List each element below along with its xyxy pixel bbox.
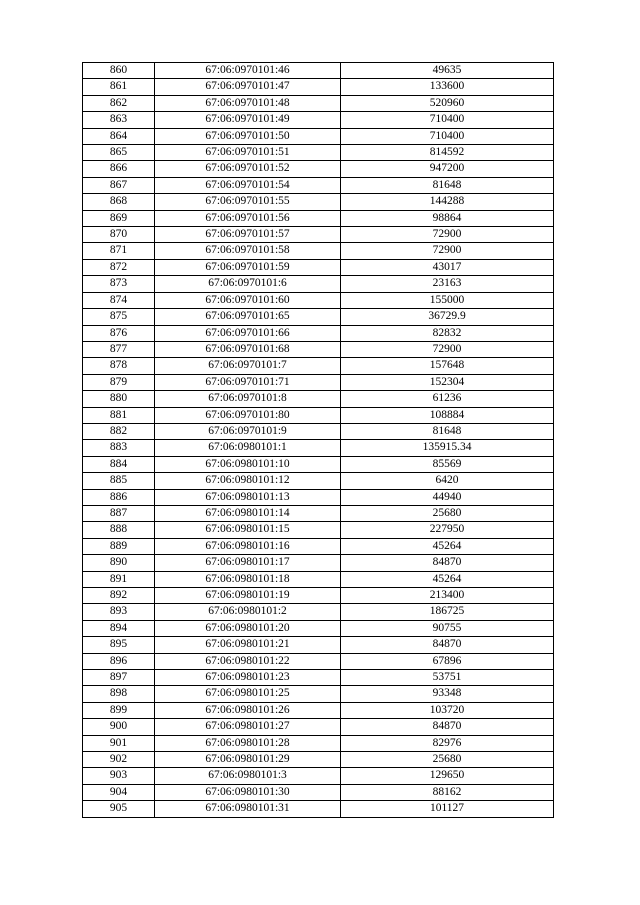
cadastral-number-cell: 67:06:0980101:29 [155, 752, 341, 768]
cadastral-value-cell: 135915.34 [341, 440, 554, 456]
cadastral-value-cell: 72900 [341, 227, 554, 243]
cadastral-value-cell: 227950 [341, 522, 554, 538]
cadastral-value-cell: 84870 [341, 555, 554, 571]
row-number-cell: 901 [83, 735, 155, 751]
row-number-cell: 873 [83, 276, 155, 292]
cadastral-number-cell: 67:06:0970101:6 [155, 276, 341, 292]
cadastral-number-cell: 67:06:0980101:30 [155, 784, 341, 800]
cadastral-number-cell: 67:06:0970101:7 [155, 358, 341, 374]
row-number-cell: 877 [83, 341, 155, 357]
row-number-cell: 870 [83, 227, 155, 243]
table-row [83, 440, 554, 456]
table-row [83, 604, 554, 620]
cadastral-number-cell: 67:06:0980101:1 [155, 440, 341, 456]
cadastral-number-cell: 67:06:0980101:20 [155, 620, 341, 636]
row-number-cell: 860 [83, 63, 155, 79]
row-number-cell: 893 [83, 604, 155, 620]
cadastral-value-cell: 61236 [341, 391, 554, 407]
cadastral-number-cell: 67:06:0980101:16 [155, 538, 341, 554]
cadastral-value-cell: 129650 [341, 768, 554, 784]
cadastral-value-cell: 25680 [341, 505, 554, 521]
table-row [83, 735, 554, 751]
cadastral-number-cell: 67:06:0980101:31 [155, 801, 341, 817]
cadastral-number-cell: 67:06:0980101:23 [155, 670, 341, 686]
cadastral-number-cell: 67:06:0980101:27 [155, 719, 341, 735]
table-row [83, 522, 554, 538]
table-row [83, 227, 554, 243]
cadastral-value-cell: 155000 [341, 292, 554, 308]
table-row [83, 259, 554, 275]
table-row [83, 620, 554, 636]
row-number-cell: 866 [83, 161, 155, 177]
cadastral-number-cell: 67:06:0970101:8 [155, 391, 341, 407]
cadastral-value-cell: 133600 [341, 79, 554, 95]
row-number-cell: 896 [83, 653, 155, 669]
cadastral-value-cell: 710400 [341, 112, 554, 128]
cadastral-number-cell: 67:06:0980101:28 [155, 735, 341, 751]
table-row [83, 391, 554, 407]
cadastral-number-cell: 67:06:0970101:55 [155, 194, 341, 210]
row-number-cell: 874 [83, 292, 155, 308]
row-number-cell: 865 [83, 145, 155, 161]
table-row [83, 752, 554, 768]
cadastral-value-cell: 90755 [341, 620, 554, 636]
cadastral-number-cell: 67:06:0970101:57 [155, 227, 341, 243]
cadastral-number-cell: 67:06:0970101:66 [155, 325, 341, 341]
cadastral-value-cell: 213400 [341, 588, 554, 604]
row-number-cell: 883 [83, 440, 155, 456]
cadastral-number-cell: 67:06:0980101:17 [155, 555, 341, 571]
cadastral-number-cell: 67:06:0980101:19 [155, 588, 341, 604]
row-number-cell: 882 [83, 423, 155, 439]
cadastral-number-cell: 67:06:0970101:46 [155, 63, 341, 79]
cadastral-number-cell: 67:06:0980101:26 [155, 702, 341, 718]
cadastral-number-cell: 67:06:0980101:15 [155, 522, 341, 538]
table-row [83, 588, 554, 604]
table-row [83, 112, 554, 128]
table-row [83, 686, 554, 702]
cadastral-value-cell: 93348 [341, 686, 554, 702]
table-row [83, 325, 554, 341]
row-number-cell: 887 [83, 505, 155, 521]
row-number-cell: 884 [83, 456, 155, 472]
row-number-cell: 897 [83, 670, 155, 686]
cadastral-value-cell: 98864 [341, 210, 554, 226]
table-row [83, 95, 554, 111]
cadastral-value-cell: 72900 [341, 243, 554, 259]
cadastral-value-cell: 85569 [341, 456, 554, 472]
cadastral-value-cell: 84870 [341, 719, 554, 735]
cadastral-value-cell: 45264 [341, 571, 554, 587]
cadastral-value-cell: 82832 [341, 325, 554, 341]
cadastral-number-cell: 67:06:0970101:47 [155, 79, 341, 95]
row-number-cell: 889 [83, 538, 155, 554]
cadastral-number-cell: 67:06:0970101:60 [155, 292, 341, 308]
cadastral-value-cell: 23163 [341, 276, 554, 292]
cadastral-value-cell: 186725 [341, 604, 554, 620]
row-number-cell: 900 [83, 719, 155, 735]
table-row [83, 571, 554, 587]
row-number-cell: 879 [83, 374, 155, 390]
cadastral-number-cell: 67:06:0970101:48 [155, 95, 341, 111]
row-number-cell: 898 [83, 686, 155, 702]
cadastral-value-cell: 144288 [341, 194, 554, 210]
cadastral-number-cell: 67:06:0980101:14 [155, 505, 341, 521]
cadastral-value-cell: 36729.9 [341, 309, 554, 325]
cadastral-number-cell: 67:06:0970101:54 [155, 177, 341, 193]
cadastral-number-cell: 67:06:0970101:52 [155, 161, 341, 177]
table-row [83, 292, 554, 308]
row-number-cell: 863 [83, 112, 155, 128]
cadastral-number-cell: 67:06:0980101:3 [155, 768, 341, 784]
row-number-cell: 890 [83, 555, 155, 571]
row-number-cell: 875 [83, 309, 155, 325]
row-number-cell: 892 [83, 588, 155, 604]
table-row [83, 128, 554, 144]
row-number-cell: 904 [83, 784, 155, 800]
cadastral-number-cell: 67:06:0980101:12 [155, 473, 341, 489]
table-row [83, 801, 554, 817]
cadastral-value-table [82, 62, 554, 818]
row-number-cell: 871 [83, 243, 155, 259]
cadastral-value-cell: 108884 [341, 407, 554, 423]
cadastral-value-cell: 947200 [341, 161, 554, 177]
cadastral-value-cell: 44940 [341, 489, 554, 505]
cadastral-value-cell: 103720 [341, 702, 554, 718]
cadastral-number-cell: 67:06:0970101:68 [155, 341, 341, 357]
table-body [83, 63, 554, 818]
table-row [83, 702, 554, 718]
row-number-cell: 861 [83, 79, 155, 95]
row-number-cell: 905 [83, 801, 155, 817]
cadastral-value-cell: 710400 [341, 128, 554, 144]
cadastral-value-cell: 43017 [341, 259, 554, 275]
row-number-cell: 891 [83, 571, 155, 587]
cadastral-value-cell: 81648 [341, 177, 554, 193]
table-row [83, 341, 554, 357]
cadastral-number-cell: 67:06:0980101:10 [155, 456, 341, 472]
cadastral-number-cell: 67:06:0970101:65 [155, 309, 341, 325]
table-row [83, 473, 554, 489]
row-number-cell: 864 [83, 128, 155, 144]
cadastral-value-cell: 49635 [341, 63, 554, 79]
row-number-cell: 885 [83, 473, 155, 489]
cadastral-value-cell: 53751 [341, 670, 554, 686]
cadastral-value-cell: 101127 [341, 801, 554, 817]
cadastral-value-cell: 45264 [341, 538, 554, 554]
table-row [83, 194, 554, 210]
cadastral-value-cell: 84870 [341, 637, 554, 653]
cadastral-value-cell: 520960 [341, 95, 554, 111]
cadastral-number-cell: 67:06:0970101:50 [155, 128, 341, 144]
cadastral-number-cell: 67:06:0980101:25 [155, 686, 341, 702]
row-number-cell: 895 [83, 637, 155, 653]
row-number-cell: 903 [83, 768, 155, 784]
cadastral-value-cell: 88162 [341, 784, 554, 800]
cadastral-value-cell: 152304 [341, 374, 554, 390]
table-row [83, 358, 554, 374]
cadastral-value-cell: 82976 [341, 735, 554, 751]
cadastral-value-cell: 25680 [341, 752, 554, 768]
table-row [83, 276, 554, 292]
cadastral-number-cell: 67:06:0980101:18 [155, 571, 341, 587]
cadastral-value-cell: 6420 [341, 473, 554, 489]
table-row [83, 210, 554, 226]
row-number-cell: 868 [83, 194, 155, 210]
cadastral-number-cell: 67:06:0970101:9 [155, 423, 341, 439]
table-row [83, 670, 554, 686]
table-row [83, 505, 554, 521]
row-number-cell: 881 [83, 407, 155, 423]
table-row [83, 309, 554, 325]
table-row [83, 423, 554, 439]
table-row [83, 63, 554, 79]
table-row [83, 79, 554, 95]
cadastral-number-cell: 67:06:0970101:71 [155, 374, 341, 390]
row-number-cell: 867 [83, 177, 155, 193]
cadastral-value-cell: 157648 [341, 358, 554, 374]
table-row [83, 374, 554, 390]
cadastral-number-cell: 67:06:0970101:59 [155, 259, 341, 275]
cadastral-number-cell: 67:06:0980101:13 [155, 489, 341, 505]
table-row [83, 489, 554, 505]
table-row [83, 145, 554, 161]
row-number-cell: 878 [83, 358, 155, 374]
table-row [83, 177, 554, 193]
cadastral-value-cell: 81648 [341, 423, 554, 439]
row-number-cell: 872 [83, 259, 155, 275]
row-number-cell: 880 [83, 391, 155, 407]
cadastral-number-cell: 67:06:0980101:22 [155, 653, 341, 669]
row-number-cell: 894 [83, 620, 155, 636]
cadastral-value-cell: 72900 [341, 341, 554, 357]
table-row [83, 538, 554, 554]
cadastral-value-cell: 67896 [341, 653, 554, 669]
cadastral-number-cell: 67:06:0970101:51 [155, 145, 341, 161]
table-row [83, 555, 554, 571]
table-row [83, 161, 554, 177]
table-row [83, 784, 554, 800]
table-row [83, 407, 554, 423]
table-row [83, 243, 554, 259]
row-number-cell: 862 [83, 95, 155, 111]
row-number-cell: 888 [83, 522, 155, 538]
row-number-cell: 902 [83, 752, 155, 768]
document-page [82, 62, 553, 818]
table-row [83, 719, 554, 735]
cadastral-number-cell: 67:06:0970101:80 [155, 407, 341, 423]
table-row [83, 653, 554, 669]
table-row [83, 637, 554, 653]
cadastral-number-cell: 67:06:0980101:21 [155, 637, 341, 653]
cadastral-number-cell: 67:06:0970101:49 [155, 112, 341, 128]
row-number-cell: 899 [83, 702, 155, 718]
row-number-cell: 886 [83, 489, 155, 505]
cadastral-number-cell: 67:06:0980101:2 [155, 604, 341, 620]
table-row [83, 768, 554, 784]
cadastral-value-cell: 814592 [341, 145, 554, 161]
cadastral-number-cell: 67:06:0970101:58 [155, 243, 341, 259]
row-number-cell: 876 [83, 325, 155, 341]
row-number-cell: 869 [83, 210, 155, 226]
table-row [83, 456, 554, 472]
cadastral-number-cell: 67:06:0970101:56 [155, 210, 341, 226]
